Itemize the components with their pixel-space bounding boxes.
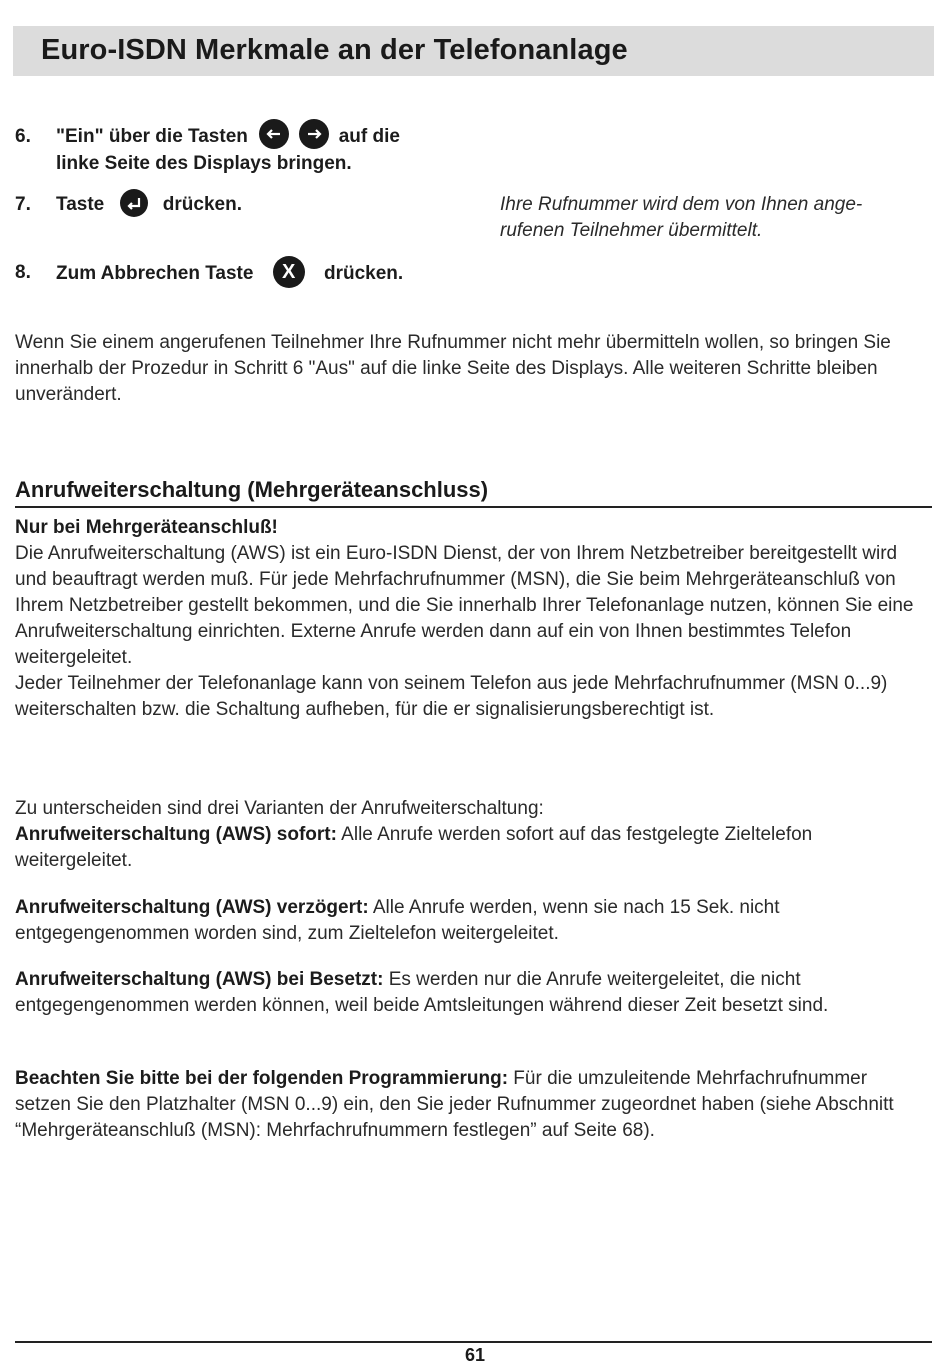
x-cancel-icon-label: X bbox=[282, 261, 296, 283]
page-header bbox=[13, 26, 934, 76]
variant-text: Es werden nur die Anrufe weitergeleitet, die nicht entgegengenommen werden können, weil beide Amtsleitungen während dieser Zeit besetzt sind. bbox=[15, 969, 829, 1016]
step-7 bbox=[15, 192, 485, 220]
variant-label: Anrufweiterschaltung (AWS) bei Besetzt: bbox=[15, 969, 384, 990]
footer-divider bbox=[15, 1341, 932, 1343]
step-text-part: "Ein" über die Tasten bbox=[56, 126, 248, 147]
section-title: Anrufweiterschaltung (Mehrgeräteanschluss) bbox=[15, 476, 932, 508]
variant-delayed bbox=[15, 895, 927, 947]
step-number: 8. bbox=[15, 262, 31, 283]
step-7-note bbox=[500, 192, 930, 244]
arrow-left-icon bbox=[259, 119, 289, 149]
arrow-right-icon bbox=[299, 119, 329, 149]
variants-intro: Zu unterscheiden sind drei Varianten der Anrufweiterschaltung: bbox=[15, 798, 544, 819]
enter-key-icon bbox=[120, 189, 148, 217]
variant-busy bbox=[15, 967, 927, 1019]
step-number: 7. bbox=[15, 194, 31, 215]
step-text-part: auf die bbox=[338, 126, 400, 147]
page-title: Euro-ISDN Merkmale an der Telefonanlage bbox=[41, 34, 628, 66]
section-paragraph-1: Die Anrufweiterschaltung (AWS) ist ein Euro-ISDN Dienst, der von Ihrem Netzbetreiber bereitgestellt wird und beauftragt werden muß. Für jede Mehrfachrufnummer (MSN), die Sie beim Mehrgeräteanschluß von Ihrem Netzbetreiber gestellt bekommen, und die Sie innerhalb Ihrer Telefonanlage nutzen, können Sie eine Anrufweiterschaltung einrichten. Externe Anrufe werden dann auf ein von Ihnen bestimmtes Telefon weitergeleitet. bbox=[15, 543, 914, 668]
step-text-part: Taste bbox=[56, 194, 105, 215]
intro-paragraph: Wenn Sie einem angerufenen Teilnehmer Ihre Rufnummer nicht mehr übermitteln wollen, so bringen Sie innerhalb der Prozedur in Schritt 6 "Aus" auf die linke Seite des Displays. Alle weiteren Schritte bleiben unverändert. bbox=[15, 332, 891, 405]
step-text-part: drücken. bbox=[162, 194, 242, 215]
step-text-line2: linke Seite des Displays bringen. bbox=[56, 153, 352, 174]
section-subtitle bbox=[15, 515, 935, 541]
variant-text: Alle Anrufe werden sofort auf das festgelegte Zieltelefon weitergeleitet. bbox=[15, 824, 813, 871]
step-6 bbox=[15, 124, 485, 178]
variant-text: Alle Anrufe werden, wenn sie nach 15 Sek. nicht entgegengenommen worden sind, zum Zieltelefon weitergeleitet. bbox=[15, 897, 780, 944]
step-text bbox=[56, 192, 242, 218]
step-text bbox=[56, 260, 403, 288]
variant-immediate bbox=[15, 822, 927, 874]
page-number: 61 bbox=[464, 1345, 486, 1365]
x-cancel-icon bbox=[273, 256, 305, 288]
variant-label: Anrufweiterschaltung (AWS) sofort: bbox=[15, 824, 337, 845]
step-text bbox=[56, 124, 400, 150]
variant-label: Anrufweiterschaltung (AWS) verzögert: bbox=[15, 897, 369, 918]
note-text: Für die umzuleitende Mehrfachrufnummer setzen Sie den Platzhalter (MSN 0...9) ein, den Sie jeder Rufnummer zugeordnet haben (siehe Abschnitt “Mehrgeräteanschluß (MSN): Mehrfachrufnummern festlegen” auf Seite 68). bbox=[15, 1068, 894, 1141]
step-text-part: Zum Abbrechen Taste bbox=[56, 263, 254, 285]
note-label: Beachten Sie bitte bei der folgenden Programmierung: bbox=[15, 1068, 509, 1089]
step-number: 6. bbox=[15, 126, 31, 147]
note-line: Ihre Rufnummer wird dem von Ihnen ange- bbox=[500, 194, 863, 215]
step-text-part: drücken. bbox=[323, 263, 404, 285]
note-line: rufenen Teilnehmer übermittelt. bbox=[500, 220, 763, 241]
programming-note bbox=[15, 1066, 927, 1144]
section-subtitle-text: Nur bei Mehrgeräteanschluß! bbox=[15, 517, 278, 538]
section-paragraph-2: Jeder Teilnehmer der Telefonanlage kann von seinem Telefon aus jede Mehrfachrufnummer (MSN 0...9) weiterschalten bzw. die Schaltung aufheben, für die er signalisierungsberechtigt ist. bbox=[15, 673, 888, 720]
step-8 bbox=[15, 260, 485, 290]
